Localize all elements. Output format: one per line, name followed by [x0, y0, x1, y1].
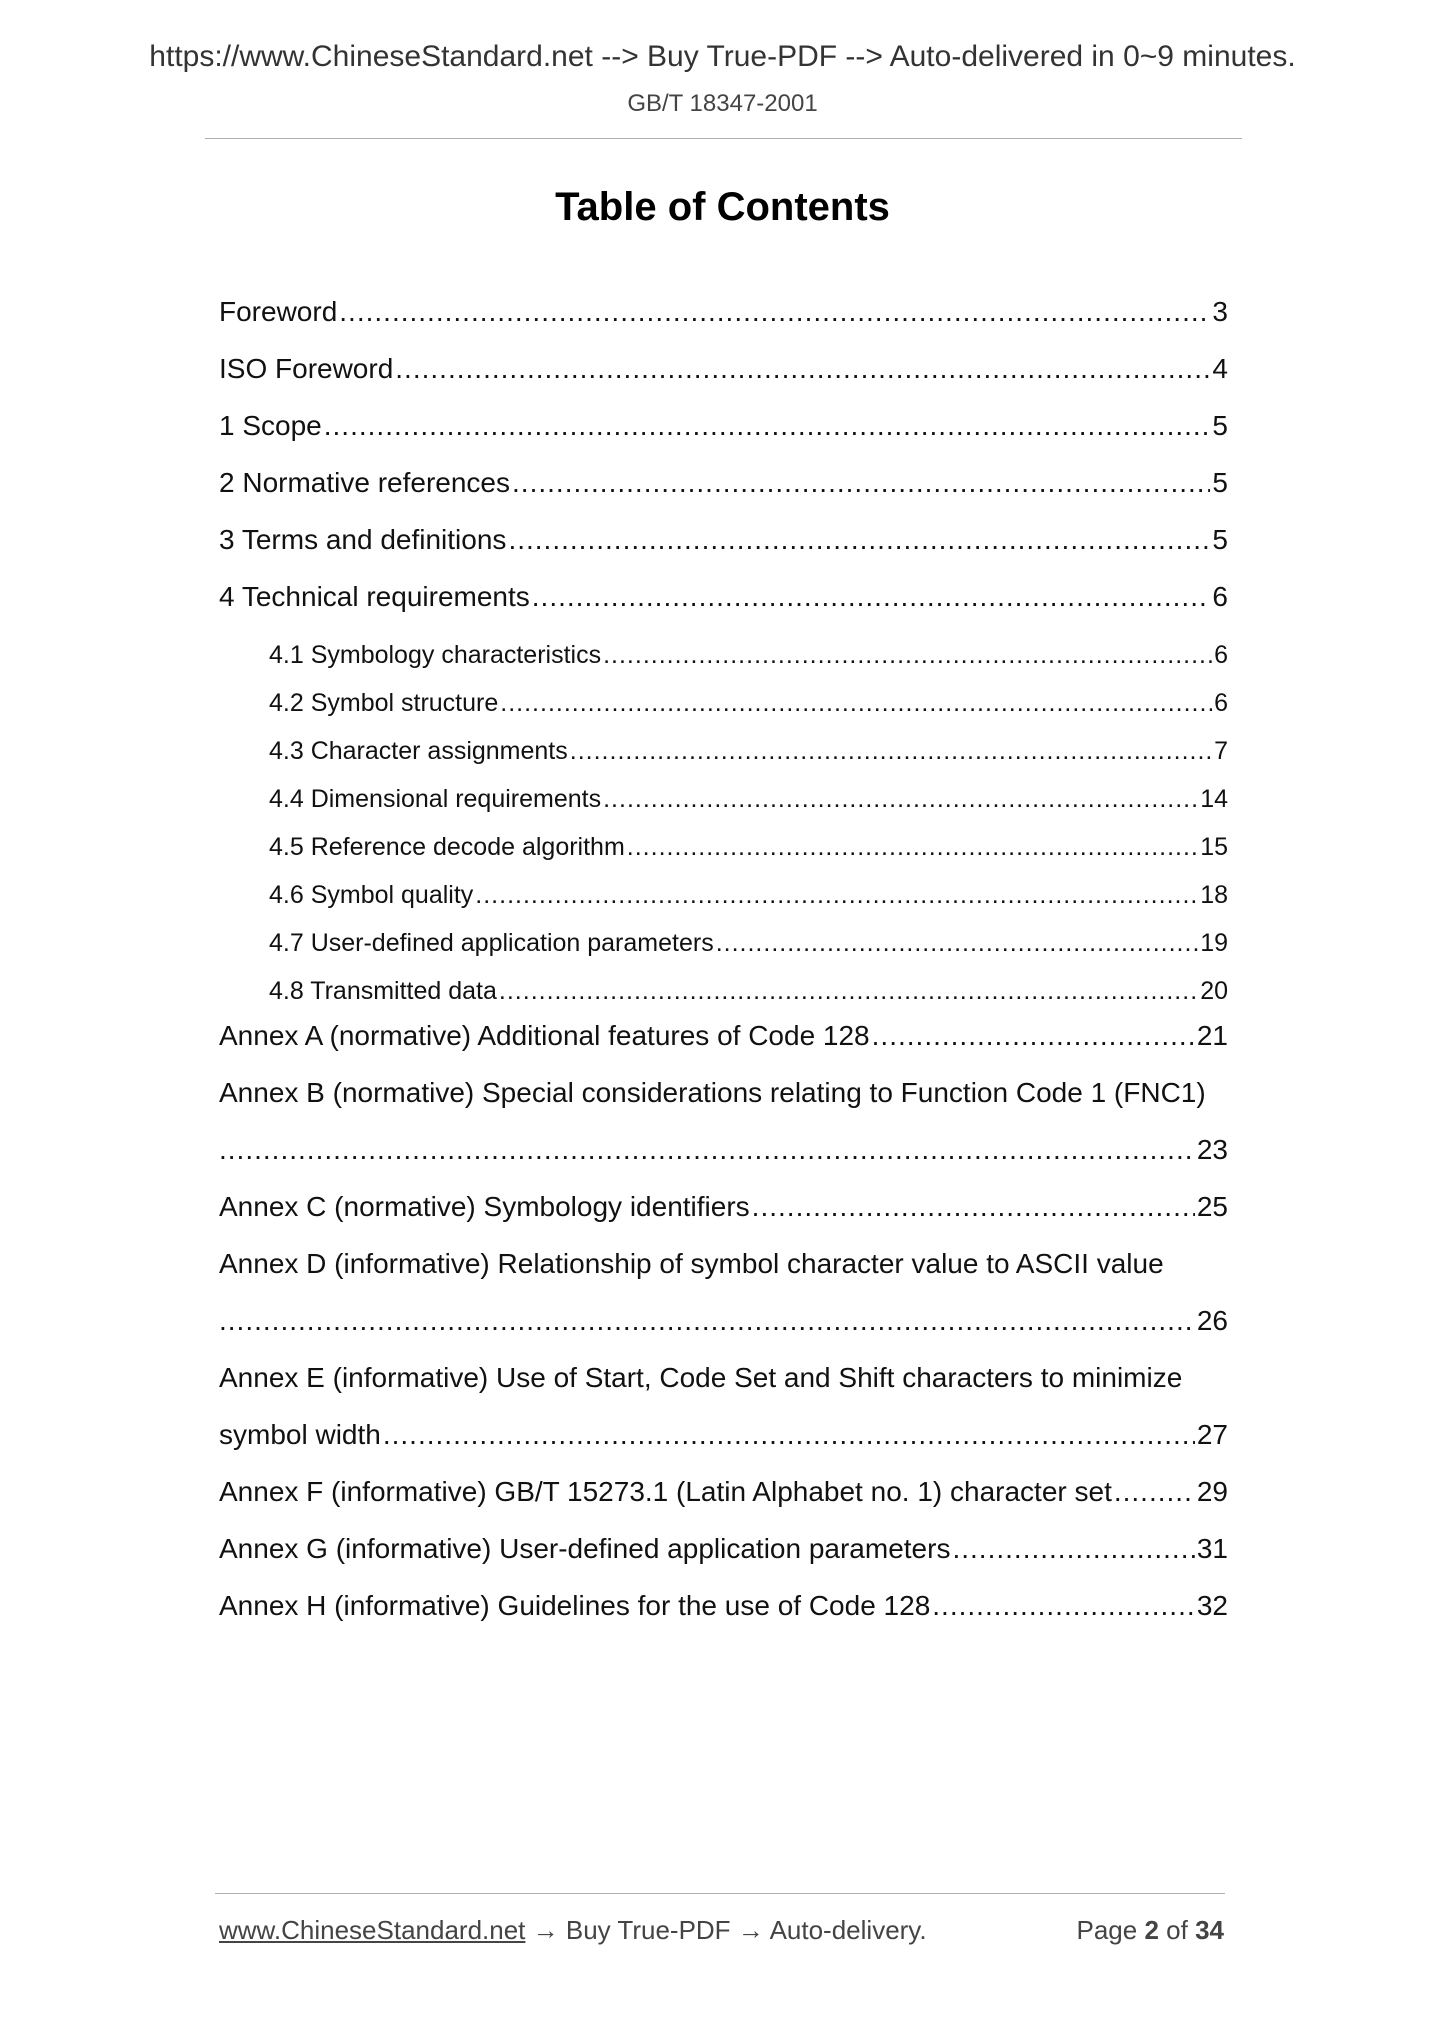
page-current: 2	[1144, 1915, 1159, 1945]
toc-entry-iso-foreword[interactable]	[219, 353, 1228, 385]
toc-entry-annex-g[interactable]	[219, 1533, 1228, 1565]
toc-entry-technical-requirements[interactable]	[219, 581, 1228, 613]
page-number	[1076, 1915, 1224, 1946]
toc-entry-page: 6	[1214, 641, 1228, 669]
toc-entry-page: 6	[1212, 581, 1228, 612]
toc-entry-page: 5	[1212, 524, 1228, 555]
toc-entry-label: Annex F (informative) GB/T 15273.1 (Latin Alphabet no. 1) character set	[219, 1476, 1112, 1507]
toc-entry-4-5[interactable]	[269, 833, 1228, 862]
toc-entry-annex-b[interactable]	[219, 1134, 1228, 1166]
toc-leader-dots	[219, 1305, 1195, 1337]
toc-entry-label: Annex A (normative) Additional features of Code 128	[219, 1020, 870, 1051]
toc-entry-page: 26	[1196, 1305, 1228, 1336]
toc-leader-dots	[716, 929, 1198, 958]
toc-entry-annex-a[interactable]	[219, 1020, 1228, 1052]
toc-entry-normative-references[interactable]	[219, 467, 1228, 499]
table-of-contents	[219, 0, 1228, 1700]
toc-entry-4-3[interactable]	[269, 737, 1228, 766]
toc-entry-page: 3	[1212, 296, 1228, 327]
toc-entry-label: 3 Terms and definitions	[219, 524, 507, 555]
page-of: of	[1166, 1915, 1188, 1945]
toc-entry-page: 27	[1196, 1419, 1228, 1450]
page-prefix: Page	[1076, 1915, 1138, 1945]
toc-entry-page: 18	[1200, 881, 1228, 909]
toc-entry-label: Foreword	[219, 296, 338, 327]
toc-entry-page: 20	[1200, 977, 1228, 1005]
toc-entry-page: 21	[1196, 1020, 1228, 1051]
toc-entry-annex-d[interactable]	[219, 1305, 1228, 1337]
toc-leader-dots	[872, 1020, 1195, 1052]
page-title: Table of Contents	[555, 185, 890, 229]
page-total: 34	[1195, 1915, 1224, 1945]
toc-leader-dots	[603, 785, 1198, 814]
toc-entry-4-7[interactable]	[269, 929, 1228, 958]
toc-entry-4-2[interactable]	[269, 689, 1228, 718]
toc-entry-annex-e[interactable]	[219, 1419, 1228, 1451]
toc-entry-label: 4.3 Character assignments	[269, 737, 568, 765]
toc-entry-label: 4.2 Symbol structure	[269, 689, 499, 717]
toc-entry-4-4[interactable]	[269, 785, 1228, 814]
toc-entry-page: 6	[1214, 689, 1228, 717]
toc-leader-dots	[324, 410, 1211, 442]
toc-entry-label: 4.7 User-defined application parameters	[269, 929, 714, 957]
toc-leader-dots	[952, 1533, 1194, 1565]
toc-entry-label: 4.6 Symbol quality	[269, 881, 474, 909]
toc-leader-dots	[395, 353, 1210, 385]
toc-entry-page: 32	[1196, 1590, 1228, 1621]
footer-left	[219, 1915, 927, 1946]
toc-entry-annex-f[interactable]	[219, 1476, 1228, 1508]
toc-entry-label: Annex G (informative) User-defined application parameters	[219, 1533, 951, 1564]
toc-entry-page: 4	[1212, 353, 1228, 384]
toc-entry-label: 4.5 Reference decode algorithm	[269, 833, 625, 861]
toc-leader-dots	[475, 881, 1198, 910]
document-id: GB/T 18347-2001	[627, 90, 818, 117]
toc-leader-dots	[499, 977, 1198, 1006]
toc-entry-label: 4 Technical requirements	[219, 581, 530, 612]
toc-entry-page: 31	[1196, 1533, 1228, 1564]
toc-entry-page: 29	[1196, 1476, 1228, 1507]
toc-entry-page: 19	[1200, 929, 1228, 957]
footer-tail-text: → Buy True-PDF → Auto-delivery.	[525, 1915, 927, 1945]
toc-entry-4-1[interactable]	[269, 641, 1228, 670]
toc-leader-dots	[383, 1419, 1195, 1451]
toc-entry-page: 25	[1196, 1191, 1228, 1222]
top-banner: https://www.ChineseStandard.net --> Buy True-PDF --> Auto-delivered in 0~9 minutes.	[149, 40, 1296, 73]
toc-entry-label: ISO Foreword	[219, 353, 394, 384]
toc-entry-page: 5	[1212, 410, 1228, 441]
toc-entry-scope[interactable]	[219, 410, 1228, 442]
toc-entry-annex-c[interactable]	[219, 1191, 1228, 1223]
toc-entry-label: Annex H (informative) Guidelines for the use of Code 128	[219, 1590, 931, 1621]
toc-leader-dots	[932, 1590, 1195, 1622]
toc-entry-label: 4.8 Transmitted data	[269, 977, 497, 1005]
toc-entry-terms-definitions[interactable]	[219, 524, 1228, 556]
toc-entry-page: 23	[1196, 1134, 1228, 1165]
toc-entry-label: symbol width	[219, 1419, 381, 1450]
toc-entry-label: Annex C (normative) Symbology identifiers	[219, 1191, 750, 1222]
toc-leader-dots	[752, 1191, 1195, 1223]
toc-leader-dots	[570, 737, 1212, 766]
toc-leader-dots	[512, 467, 1210, 499]
toc-entry-label: 4.4 Dimensional requirements	[269, 785, 602, 813]
footer-site-link[interactable]: www.ChineseStandard.net	[219, 1915, 526, 1945]
toc-entry-annex-b-label[interactable]: Annex B (normative) Special considerations relating to Function Code 1 (FNC1)	[219, 1077, 1206, 1108]
toc-leader-dots	[339, 296, 1210, 328]
toc-entry-page: 7	[1214, 737, 1228, 765]
toc-entry-annex-h[interactable]	[219, 1590, 1228, 1622]
toc-entry-annex-e-label[interactable]: Annex E (informative) Use of Start, Code Set and Shift characters to minimize	[219, 1362, 1183, 1393]
toc-entry-4-8[interactable]	[269, 977, 1228, 1006]
toc-entry-4-6[interactable]	[269, 881, 1228, 910]
toc-entry-page: 15	[1200, 833, 1228, 861]
toc-entry-foreword[interactable]	[219, 296, 1228, 328]
toc-entry-label: 4.1 Symbology characteristics	[269, 641, 602, 669]
footer-divider	[215, 1893, 1225, 1894]
toc-entry-page: 14	[1200, 785, 1228, 813]
toc-leader-dots	[500, 689, 1212, 718]
toc-leader-dots	[603, 641, 1212, 670]
toc-leader-dots	[627, 833, 1198, 862]
toc-leader-dots	[1114, 1476, 1195, 1508]
toc-entry-annex-d-label[interactable]: Annex D (informative) Relationship of symbol character value to ASCII value	[219, 1248, 1164, 1279]
toc-entry-label: 2 Normative references	[219, 467, 511, 498]
toc-leader-dots	[219, 1134, 1195, 1166]
toc-leader-dots	[532, 581, 1211, 613]
toc-entry-label: 1 Scope	[219, 410, 322, 441]
toc-leader-dots	[508, 524, 1210, 556]
toc-entry-page: 5	[1212, 467, 1228, 498]
